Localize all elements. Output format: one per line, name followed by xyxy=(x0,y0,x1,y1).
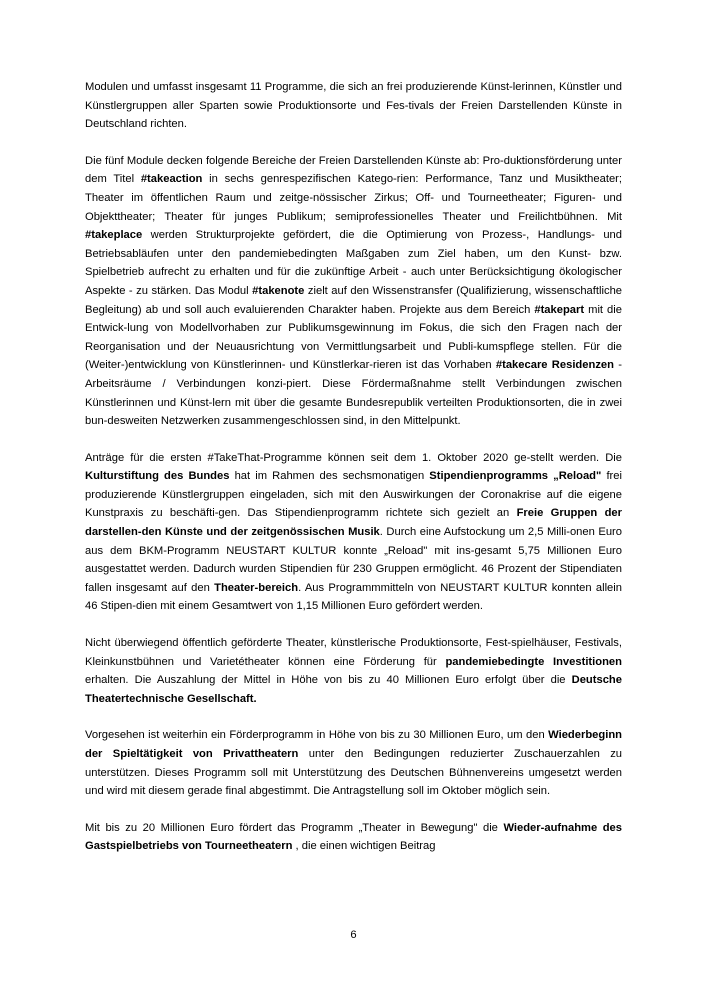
body-text: frei produzierende Künstlergruppen eingeladen, sich mit den Auswirkungen der Coronakrise auf die eigene Kunstpraxis zu beschäfti-gen. Das Stipendienprogramm richtete sich gezielt an xyxy=(85,470,622,520)
paragraph xyxy=(85,819,622,856)
paragraph xyxy=(85,726,622,800)
emphasis-text: #takenote xyxy=(252,284,305,297)
body-text: zielt auf den Wissenstransfer (Qualifizierung, wissenschaftliche Begleitung) ab und soll auch evaluierenden Charakter haben. Projekte aus dem Bereich xyxy=(85,284,623,316)
emphasis-text: #takepart xyxy=(534,303,585,316)
emphasis-text: Deutsche Theatertechnische Gesellschaft. xyxy=(85,674,622,705)
body-text: in sechs genrespezifischen Katego-rien: Performance, Tanz und Musiktheater; Theater im öffentlichen Raum und zeitge-nössischer Zirkus; Off- und Tourneetheater; Figuren- und Objekttheater; Theater für junges Publikum; semiprofessionelles Theater und Freilichtbühnen. Mit xyxy=(85,173,622,223)
paragraph xyxy=(85,78,622,134)
body-text: - Arbeitsräume / Verbindungen konzi-piert. Diese Fördermaßnahme stellt Verbindungen zwischen Künstlerinnen und Künst-lern mit über die gesamte Bundesrepublik verteilten Produktionsorten, die in zwei bun-desweiten Netzwerken zusammengeschlossen sind, in den Mittelpunkt. xyxy=(85,359,622,428)
paragraph xyxy=(85,634,622,708)
paragraph xyxy=(85,449,622,616)
emphasis-text: #takecare Residenzen xyxy=(495,359,614,372)
paragraph xyxy=(85,152,622,431)
body-text: Nicht überwiegend öffentlich geförderte Theater, künstlerische Produktionsorte, Fest-spielhäuser, Festivals, Kleinkunstbühnen und Varietétheater können eine Förderung für xyxy=(85,637,622,668)
emphasis-text: #takeaction xyxy=(140,173,203,186)
body-text: . Durch eine Aufstockung um 2,5 Milli-onen Euro aus dem BKM-Programm NEUSTART KULTUR konnte „Reload" mit ins-gesamt 5,75 Millionen Euro ausgestattet werden. Dadurch wurden Stipendien für 230 Gruppen ermöglicht. 46 Prozent der Stipendiaten fallen insgesamt auf den xyxy=(85,526,622,594)
emphasis-text: Freie Gruppen der darstellen-den Künste und der zeitgenössischen Musik xyxy=(85,507,622,539)
body-text: Anträge für die ersten #TakeThat-Programme können seit dem 1. Oktober 2020 ge-stellt werden. Die xyxy=(85,451,622,464)
emphasis-text: Theater-bereich xyxy=(214,581,299,594)
body-text: erhalten. Die Auszahlung der Mittel in Höhe von bis zu 40 Millionen Euro erfolgt über die xyxy=(85,674,572,687)
body-text: werden Strukturprojekte gefördert, die die Optimierung von Prozess-, Handlungs- und Betriebsabläufen unter den pandemiebedingten Maßgaben zum Ziel haben, um den Kunst- bzw. Spielbetrieb aufrecht zu erhalten und für die zukünftige Arbeit - auch unter Berücksichtigung ökologischer Aspekte - zu stärken. Das Modul xyxy=(85,229,622,297)
emphasis-text: Kulturstiftung des Bundes xyxy=(85,470,230,483)
emphasis-text: Stipendienprogramms „Reload" xyxy=(429,470,602,483)
emphasis-text: Wieder-aufnahme des Gastspielbetriebs von Tourneetheatern xyxy=(85,821,623,853)
page-number: 6 xyxy=(350,929,357,941)
emphasis-text: Wiederbeginn der Spieltätigkeit von Privattheatern xyxy=(85,729,622,760)
body-text: Vorgesehen ist weiterhin ein Förderprogramm in Höhe von bis zu 30 Millionen Euro, um den xyxy=(85,729,549,742)
body-text: . Aus Programmmitteln von NEUSTART KULTUR konnten allein 46 Stipen-dien mit einem Gesamtwert von 1,15 Millionen Euro gefördert werden. xyxy=(85,581,622,613)
document-body xyxy=(85,78,622,856)
body-text: hat im Rahmen des sechsmonatigen xyxy=(229,470,430,483)
body-text: Die fünf Module decken folgende Bereiche der Freien Darstellenden Künste ab: Pro-duktionsförderung unter dem Titel xyxy=(85,154,622,186)
emphasis-text: #takeplace xyxy=(85,229,143,242)
body-text: , die einen wichtigen Beitrag xyxy=(292,840,436,853)
body-text: Mit bis zu 20 Millionen Euro fördert das Programm „Theater in Bewegung" die xyxy=(85,821,504,834)
body-text: Modulen und umfasst insgesamt 11 Programme, die sich an frei produzierende Künst-lerinnen, Künstler und Künstlergruppen aller Sparten sowie Produktionsorte und Fes-tivals der Freien Darstellenden Künste in Deutschland richten. xyxy=(85,81,622,131)
body-text: mit die Entwick-lung von Modellvorhaben zur Publikumsgewinnung im Fokus, die sich den Fragen nach der Reorganisation und der Neuausrichtung von Vermittlungsarbeit und Publi-kumspflege stellen. Für die (Weiter-)entwicklung von Künstlerinnen- und Künstlerkar-rieren ist das Vorhaben xyxy=(85,303,622,372)
emphasis-text: pandemiebedingte Investitionen xyxy=(445,655,622,668)
body-text: unter den Bedingungen reduzierter Zuschauerzahlen zu unterstützen. Dieses Programm soll mit Unterstützung des Deutschen Bühnenvereins umgesetzt werden und wird mit diesem gerade final abgestimmt. Die Antragstellung soll im Oktober möglich sein. xyxy=(85,748,623,798)
